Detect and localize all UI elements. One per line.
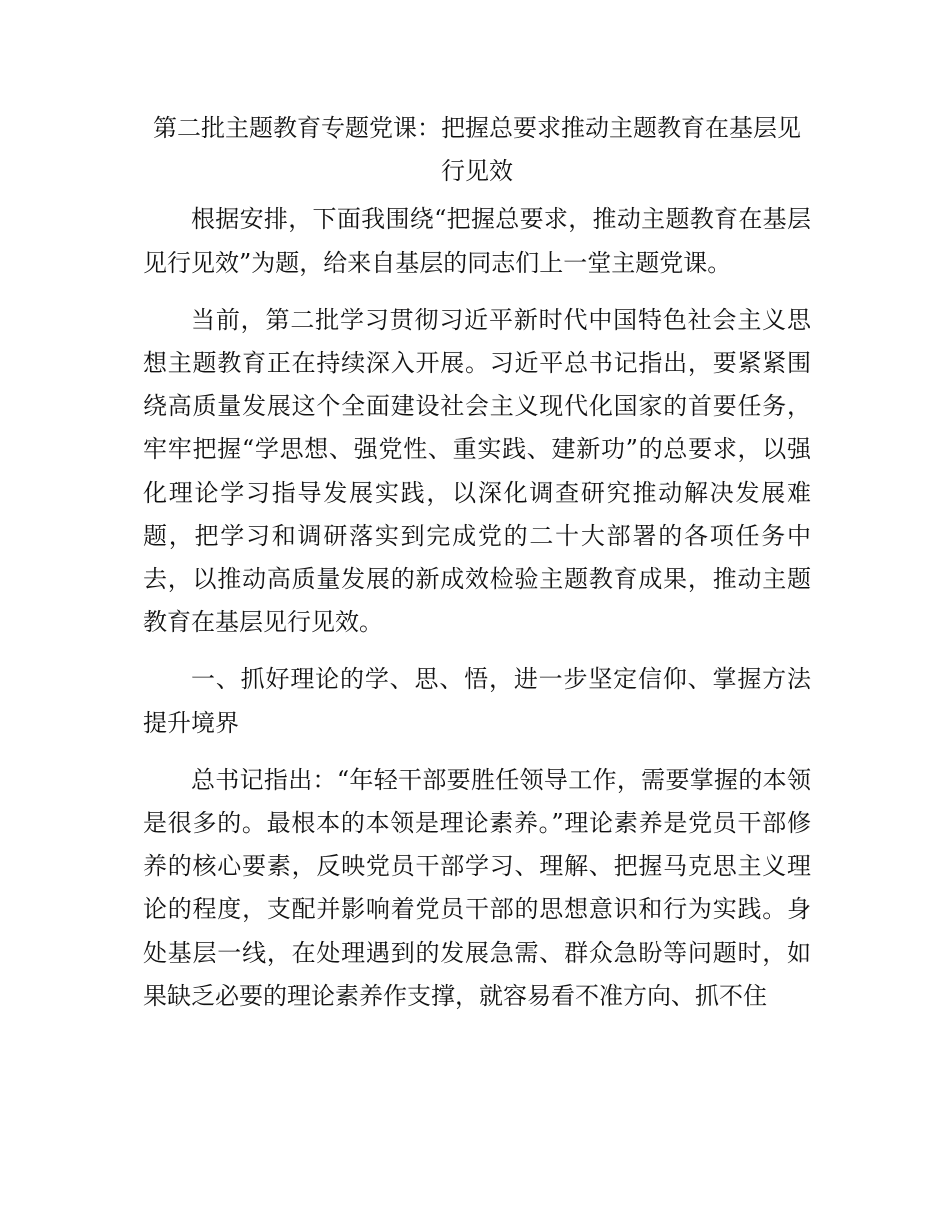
paragraph-intro: 根据安排，下面我围绕“把握总要求，推动主题教育在基层见行见效”为题，给来自基层的同志们上一堂主题党课。 [143,205,811,277]
paragraph-theory: 总书记指出：“年轻干部要胜任领导工作，需要掌握的本领是很多的。最根本的本领是理论素养。”理论素养是党员干部修养的核心要素，反映党员干部学习、理解、把握马克思主义理论的程度，支配并影响着党员干部的思想意识和行为实践。身处基层一线，在处理遇到的发展急需、群众急盼等问题时，如果缺乏必要的理论素养作支撑，就容易看不准方向、抓不住 [143,765,811,1010]
document-title: 第二批主题教育专题党课：把握总要求推动主题教育在基层见行见效 [153,114,801,186]
paragraph-context: 当前，第二批学习贯彻习近平新时代中国特色社会主义思想主题教育正在持续深入开展。习近平总书记指出，要紧紧围绕高质量发展这个全面建设社会主义现代化国家的首要任务，牢牢把握“学思想、强党性、重实践、建新功”的总要求，以强化理论学习指导发展实践，以深化调查研究推动解决发展难题，把学习和调研落实到完成党的二十大部署的各项任务中去，以推动高质量发展的新成效检验主题教育成果，推动主题教育在基层见行见效。 [143,305,811,637]
document-body [143,107,811,1032]
section-heading-1: 一、抓好理论的学、思、悟，进一步坚定信仰、掌握方法提升境界 [143,665,811,737]
